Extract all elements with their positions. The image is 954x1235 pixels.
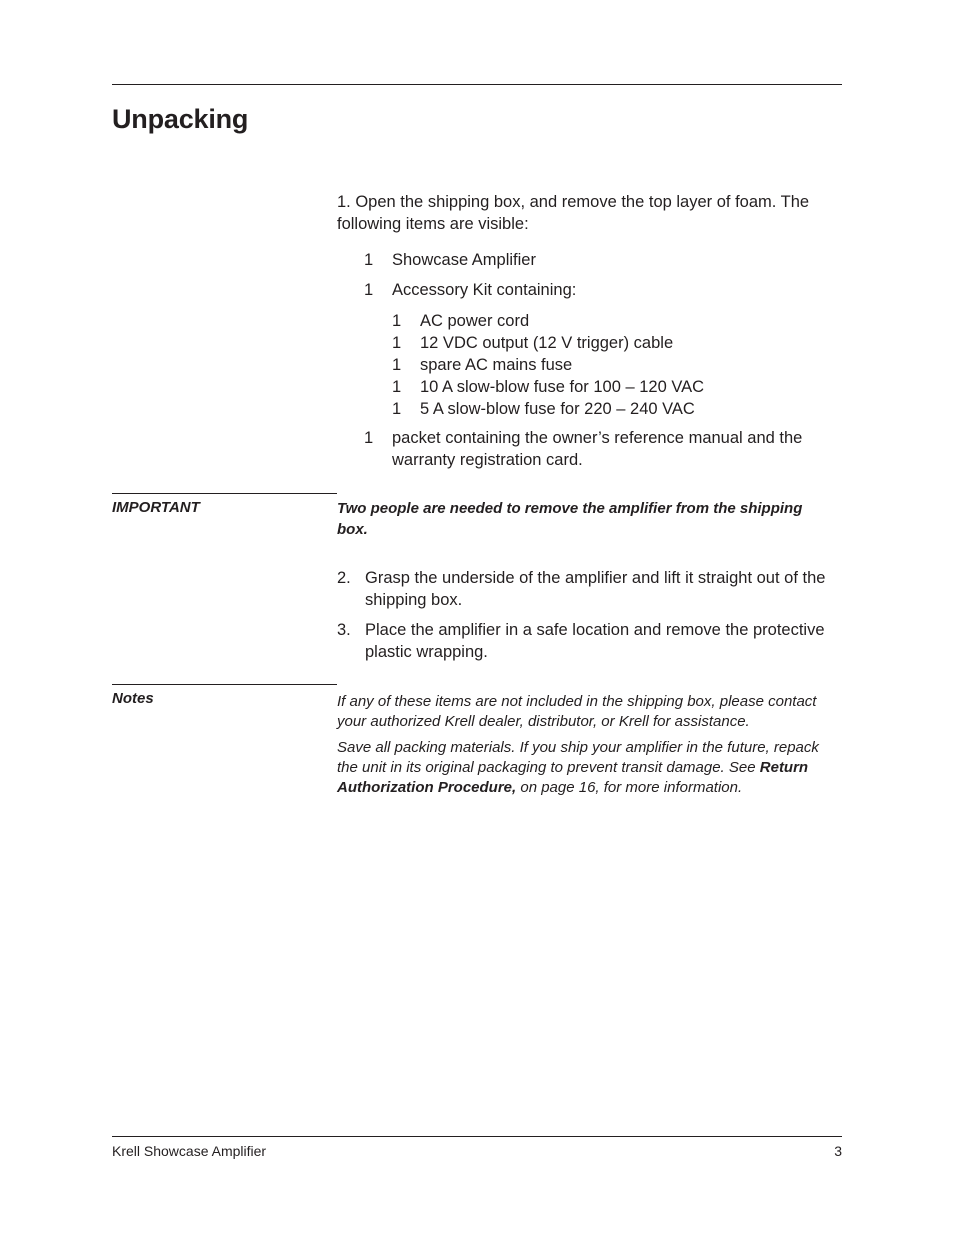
item-qty: 1	[364, 281, 374, 299]
important-label: IMPORTANT	[112, 499, 200, 516]
notes-rule	[112, 684, 337, 685]
list-item-amplifier	[364, 249, 834, 271]
step-2	[337, 567, 842, 611]
item-qty: 1	[392, 356, 402, 374]
item-label: Accessory Kit containing:	[392, 281, 577, 299]
important-rule	[112, 493, 337, 494]
note-2-text: Save all packing materials. If you ship your amplifier in the future, repack the unit in its original packaging to prevent transit damage. See	[337, 739, 819, 776]
item-label: spare AC mains fuse	[420, 356, 573, 374]
note-1: If any of these items are not included in the shipping box, please contact your authorized Krell dealer, distributor, or Krell for assistance.	[337, 693, 817, 730]
item-qty: 1	[392, 400, 402, 418]
list-item	[392, 398, 832, 420]
note-2-text-end: on page 16, for more information.	[516, 779, 743, 796]
item-label: 10 A slow-blow fuse for 100 – 120 VAC	[420, 378, 705, 396]
step-1-text: 1. Open the shipping box, and remove the top layer of foam. The following items are visible:	[337, 193, 810, 233]
item-label: 5 A slow-blow fuse for 220 – 240 VAC	[420, 400, 695, 418]
footer-product-name: Krell Showcase Amplifier	[112, 1143, 267, 1159]
list-item	[392, 310, 832, 332]
kit-items-list	[392, 310, 832, 420]
item-label: Showcase Amplifier	[392, 251, 536, 269]
important-text: Two people are needed to remove the amplifier from the shipping box.	[337, 500, 803, 538]
footer-rule	[112, 1136, 842, 1137]
item-qty: 1	[364, 251, 374, 269]
item-qty: 1	[392, 378, 402, 396]
footer-page-number: 3	[834, 1143, 842, 1159]
note-2	[337, 738, 837, 798]
header-rule	[112, 84, 842, 85]
item-qty: 1	[364, 429, 374, 447]
step-text: Place the amplifier in a safe location and remove the protective plastic wrapping.	[365, 621, 825, 661]
page-title: Unpacking	[112, 104, 249, 134]
step-number: 3.	[337, 621, 351, 639]
return-authorization-reference: Return Authorization Procedure,	[337, 759, 809, 796]
step-3	[337, 619, 842, 663]
list-item-packet	[364, 427, 839, 471]
item-label: AC power cord	[420, 312, 530, 330]
list-item-accessory-kit	[364, 279, 834, 301]
item-label: 12 VDC output (12 V trigger) cable	[420, 334, 674, 352]
item-qty: 1	[392, 334, 402, 352]
item-qty: 1	[392, 312, 402, 330]
step-text: Grasp the underside of the amplifier and lift it straight out of the shipping box.	[365, 569, 826, 609]
list-item	[392, 332, 832, 354]
item-label: packet containing the owner’s reference manual and the warranty registration card.	[392, 429, 803, 469]
list-item	[392, 376, 832, 398]
list-item	[392, 354, 832, 376]
step-number: 2.	[337, 569, 351, 587]
notes-label: Notes	[112, 690, 154, 707]
